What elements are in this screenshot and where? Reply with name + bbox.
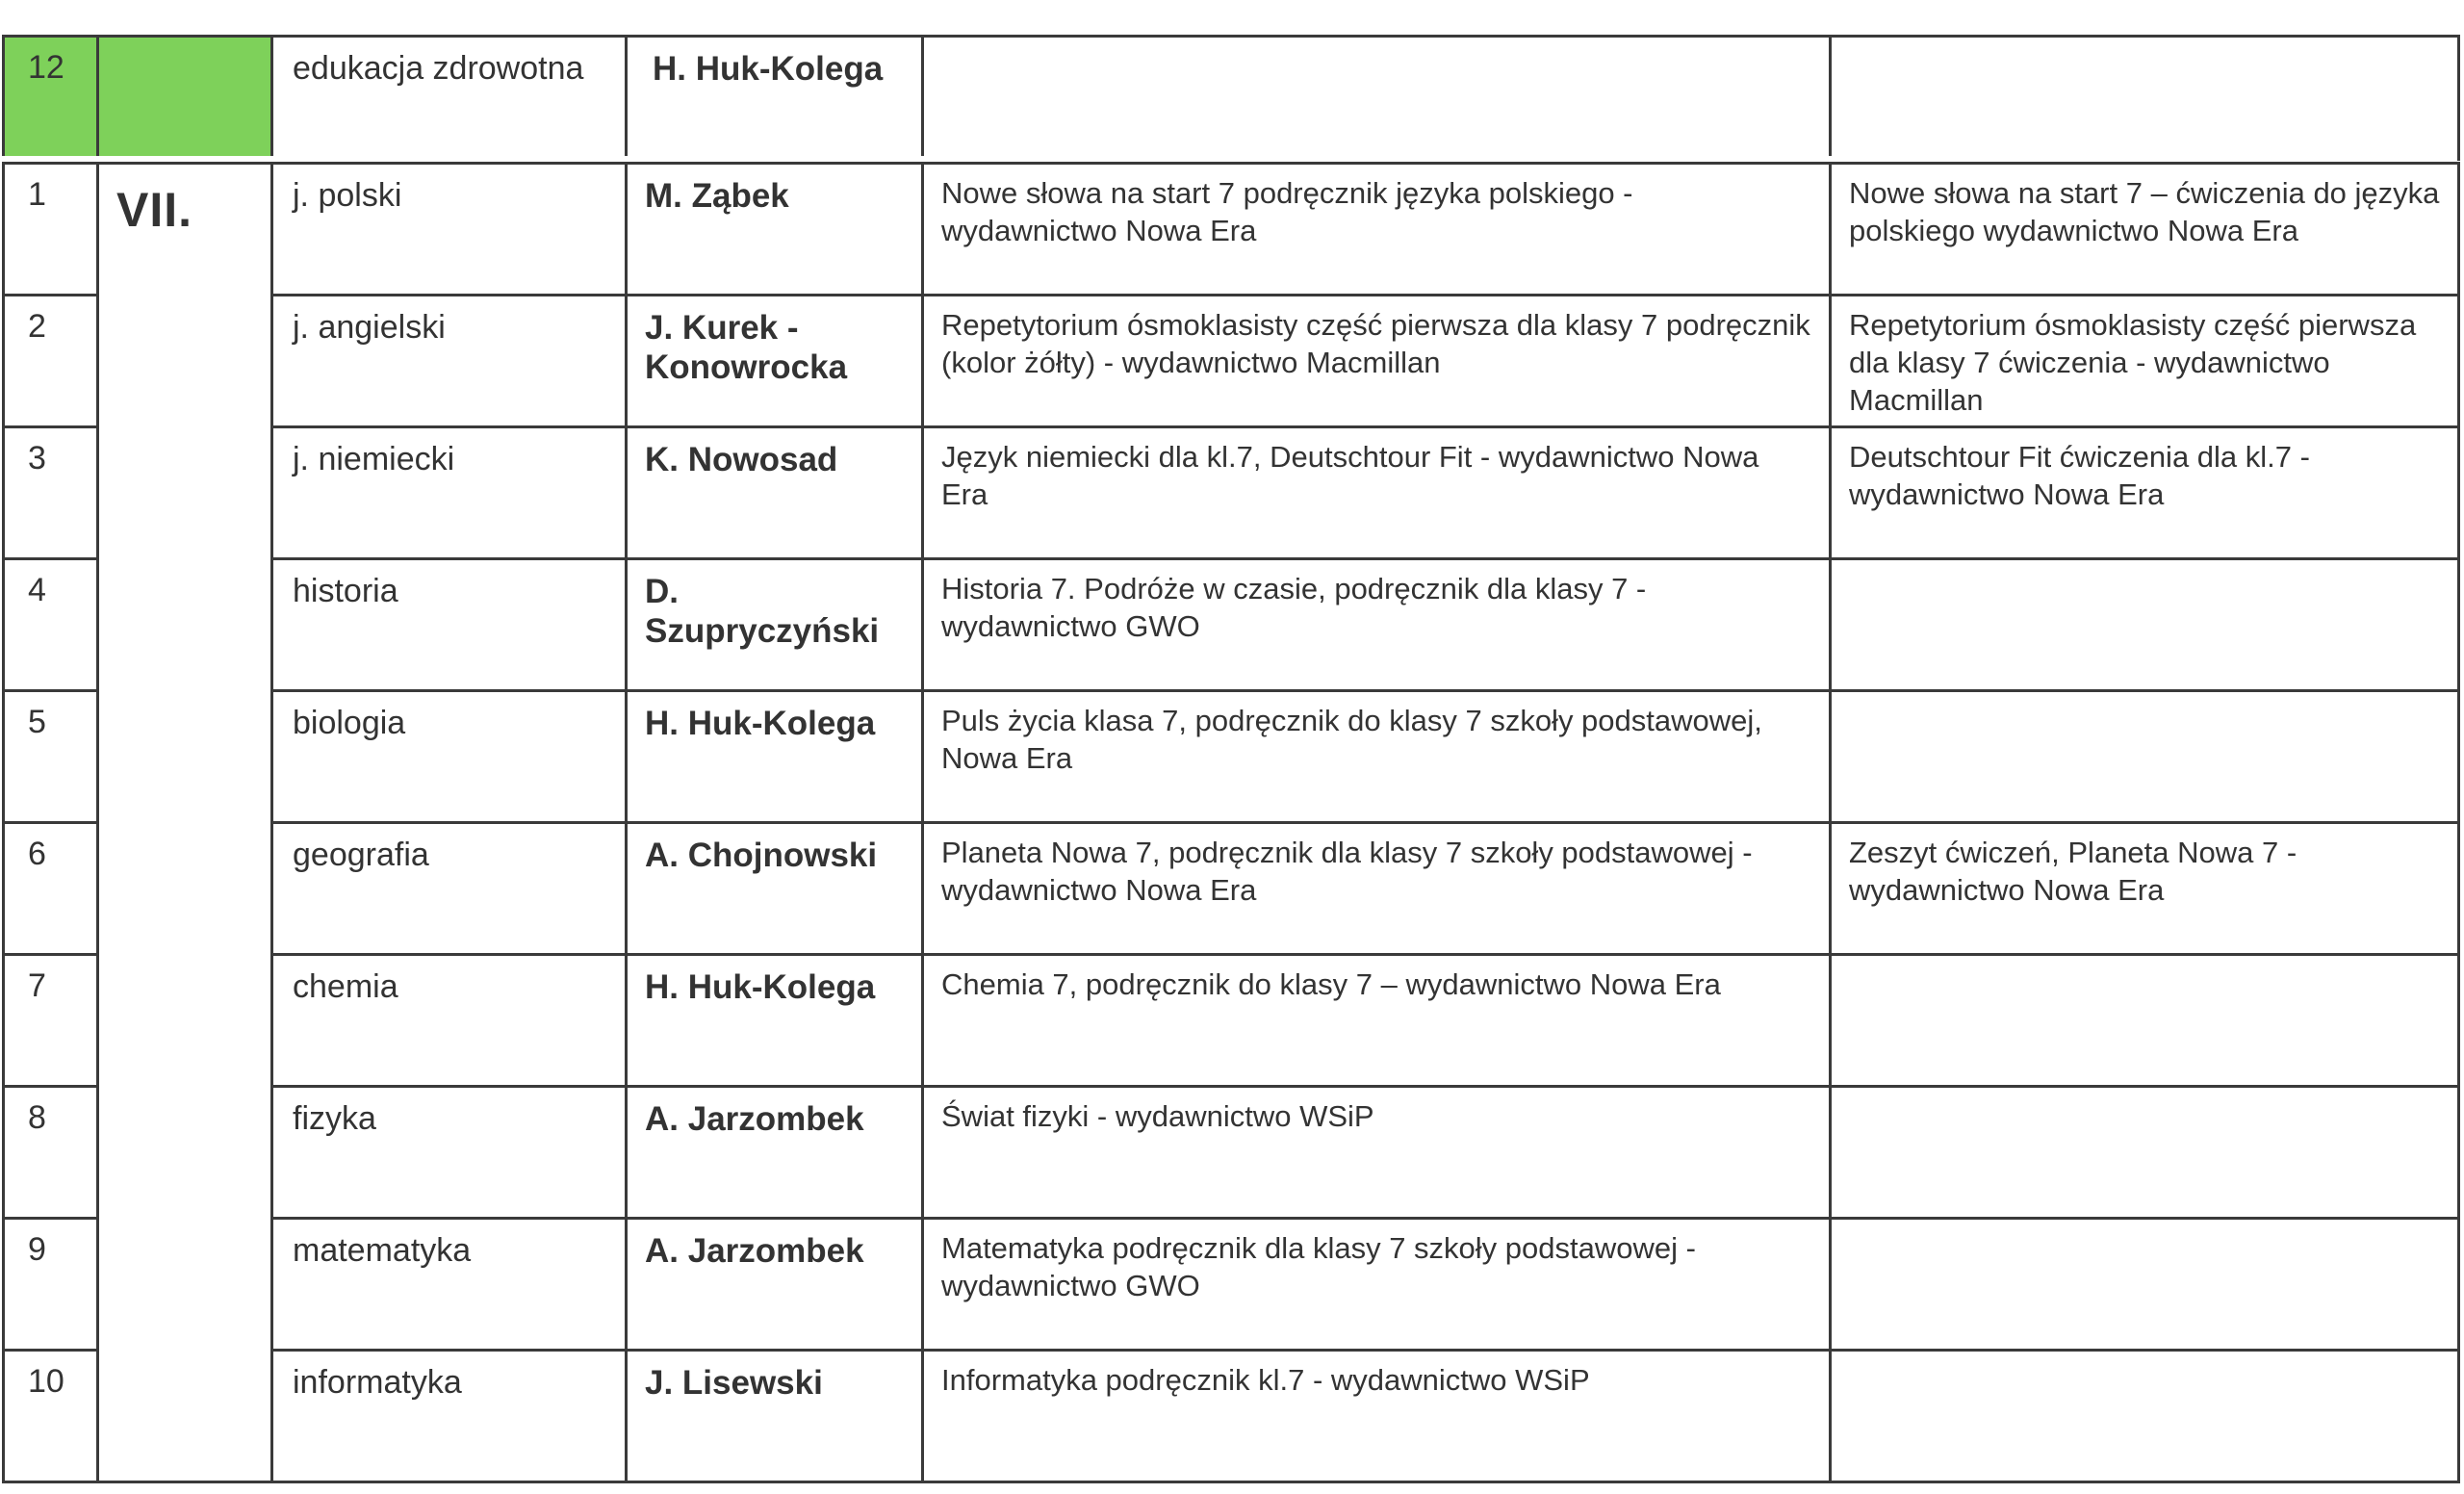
- row-number: 2: [28, 308, 46, 345]
- teacher-name: D. Szupryczyński: [645, 573, 880, 650]
- subject-cell: [272, 1351, 627, 1482]
- teacher-cell: [627, 1219, 923, 1351]
- exercises-cell: [1831, 823, 2459, 955]
- row-number: 4: [28, 572, 46, 608]
- row-number-cell: [4, 559, 98, 691]
- exercises-title: Repetytorium ósmoklasisty część pierwsza dla klasy 7 ćwiczenia - wydawnictwo Macmillan: [1849, 308, 2417, 417]
- teacher-name: A. Chojnowski: [645, 837, 878, 874]
- subject-name: geografia: [293, 837, 429, 873]
- row-number: 7: [28, 967, 46, 1004]
- teacher-name: A. Jarzombek: [645, 1232, 864, 1270]
- exercises-title: Zeszyt ćwiczeń, Planeta Nowa 7 - wydawnictwo Nowa Era: [1849, 836, 2297, 907]
- class-label: VII.: [116, 183, 193, 237]
- textbook-cell: [923, 164, 1831, 296]
- row-number-cell: [4, 296, 98, 427]
- previous-class-table: [2, 35, 2460, 161]
- subject-cell: [272, 1219, 627, 1351]
- exercises-cell: [1831, 427, 2459, 559]
- textbook-cell: [923, 955, 1831, 1087]
- row-number-cell: [4, 37, 98, 160]
- textbook-cell: [923, 1087, 1831, 1219]
- subject-cell: [272, 164, 627, 296]
- subject-name: chemia: [293, 968, 398, 1005]
- textbook-cell: [923, 296, 1831, 427]
- row-number-cell: [4, 427, 98, 559]
- class-cell: [98, 37, 272, 160]
- exercises-cell: [1831, 37, 2459, 160]
- exercises-cell: [1831, 164, 2459, 296]
- subject-name: historia: [293, 573, 398, 609]
- subject-cell: [272, 427, 627, 559]
- textbook-title: Informatyka podręcznik kl.7 - wydawnictwo WSiP: [941, 1363, 1590, 1397]
- subject-name: informatyka: [293, 1364, 462, 1401]
- row-number-cell: [4, 1087, 98, 1219]
- row-number-cell: [4, 1351, 98, 1482]
- textbook-cell: [923, 1219, 1831, 1351]
- teacher-cell: [627, 427, 923, 559]
- teacher-cell: [627, 691, 923, 823]
- teacher-cell: [627, 1087, 923, 1219]
- exercises-title: Deutschtour Fit ćwiczenia dla kl.7 - wydawnictwo Nowa Era: [1849, 440, 2310, 511]
- textbook-cell: [923, 1351, 1831, 1482]
- exercises-cell: [1831, 1351, 2459, 1482]
- textbook-cell: [923, 691, 1831, 823]
- row-number: 6: [28, 836, 46, 872]
- teacher-cell: [627, 164, 923, 296]
- teacher-name: M. Ząbek: [645, 177, 789, 215]
- subject-name: j. polski: [293, 177, 402, 214]
- table-row: [4, 164, 2459, 296]
- class-vii-table: [2, 162, 2460, 1483]
- subject-cell: [272, 823, 627, 955]
- textbook-title: Nowe słowa na start 7 podręcznik języka polskiego - wydawnictwo Nowa Era: [941, 176, 1633, 247]
- exercises-cell: [1831, 691, 2459, 823]
- teacher-name: H. Huk-Kolega: [645, 968, 876, 1006]
- table-row: [4, 37, 2459, 160]
- row-number-cell: [4, 1219, 98, 1351]
- table-row: [4, 1087, 2459, 1219]
- subject-name: matematyka: [293, 1232, 472, 1269]
- table-row: [4, 559, 2459, 691]
- textbook-title: Planeta Nowa 7, podręcznik dla klasy 7 szkoły podstawowej - wydawnictwo Nowa Era: [941, 836, 1753, 907]
- exercises-cell: [1831, 1087, 2459, 1219]
- exercises-cell: [1831, 559, 2459, 691]
- teacher-cell: [627, 559, 923, 691]
- textbook-title: Chemia 7, podręcznik do klasy 7 – wydawnictwo Nowa Era: [941, 967, 1721, 1001]
- teacher-name: A. Jarzombek: [645, 1100, 864, 1138]
- teacher-name: K. Nowosad: [645, 441, 838, 478]
- teacher-cell: [627, 37, 923, 160]
- row-number: 8: [28, 1099, 46, 1136]
- textbook-cell: [923, 559, 1831, 691]
- row-number-cell: [4, 823, 98, 955]
- exercises-cell: [1831, 1219, 2459, 1351]
- textbook-title: Historia 7. Podróże w czasie, podręcznik dla klasy 7 - wydawnictwo GWO: [941, 572, 1647, 643]
- row-number: 1: [28, 176, 46, 213]
- row-number-cell: [4, 164, 98, 296]
- teacher-name: J. Kurek - Konowrocka: [645, 309, 848, 386]
- teacher-cell: [627, 955, 923, 1087]
- subject-name: j. niemiecki: [293, 441, 455, 477]
- teacher-cell: [627, 1351, 923, 1482]
- textbook-title: Matematyka podręcznik dla klasy 7 szkoły podstawowej - wydawnictwo GWO: [941, 1231, 1696, 1302]
- subject-cell: [272, 296, 627, 427]
- exercises-cell: [1831, 296, 2459, 427]
- textbook-title: Puls życia klasa 7, podręcznik do klasy 7 szkoły podstawowej, Nowa Era: [941, 704, 1762, 775]
- table-row: [4, 823, 2459, 955]
- subject-cell: [272, 955, 627, 1087]
- row-number: 10: [28, 1363, 64, 1400]
- textbook-cell: [923, 427, 1831, 559]
- subject-cell: [272, 691, 627, 823]
- row-number: 9: [28, 1231, 46, 1268]
- teacher-name: J. Lisewski: [645, 1364, 823, 1402]
- exercises-title: Nowe słowa na start 7 – ćwiczenia do języka polskiego wydawnictwo Nowa Era: [1849, 176, 2440, 247]
- class-label-cell: [98, 164, 272, 1482]
- table-row: [4, 1219, 2459, 1351]
- subject-name: fizyka: [293, 1100, 376, 1137]
- row-number: 5: [28, 704, 46, 740]
- subject-name: edukacja zdrowotna: [293, 50, 584, 87]
- teacher-cell: [627, 823, 923, 955]
- table-row: [4, 1351, 2459, 1482]
- table-row: [4, 427, 2459, 559]
- textbook-title: Repetytorium ósmoklasisty część pierwsza dla klasy 7 podręcznik (kolor żółty) - wydawnictwo Macmillan: [941, 308, 1810, 379]
- textbook-title: Język niemiecki dla kl.7, Deutschtour Fit - wydawnictwo Nowa Era: [941, 440, 1759, 511]
- subject-cell: [272, 1087, 627, 1219]
- teacher-name: H. Huk-Kolega: [645, 705, 876, 742]
- row-number-cell: [4, 955, 98, 1087]
- row-number: 3: [28, 440, 46, 477]
- row-number-cell: [4, 691, 98, 823]
- row-number: 12: [28, 49, 64, 86]
- table-row: [4, 955, 2459, 1087]
- subject-name: biologia: [293, 705, 406, 741]
- subject-cell: [272, 37, 627, 160]
- textbook-title: Świat fizyki - wydawnictwo WSiP: [941, 1099, 1374, 1133]
- textbook-cell: [923, 823, 1831, 955]
- subject-cell: [272, 559, 627, 691]
- table-row: [4, 691, 2459, 823]
- table-row: [4, 296, 2459, 427]
- teacher-cell: [627, 296, 923, 427]
- exercises-cell: [1831, 955, 2459, 1087]
- subject-name: j. angielski: [293, 309, 446, 346]
- teacher-name: H. Huk-Kolega: [653, 50, 884, 88]
- textbook-cell: [923, 37, 1831, 160]
